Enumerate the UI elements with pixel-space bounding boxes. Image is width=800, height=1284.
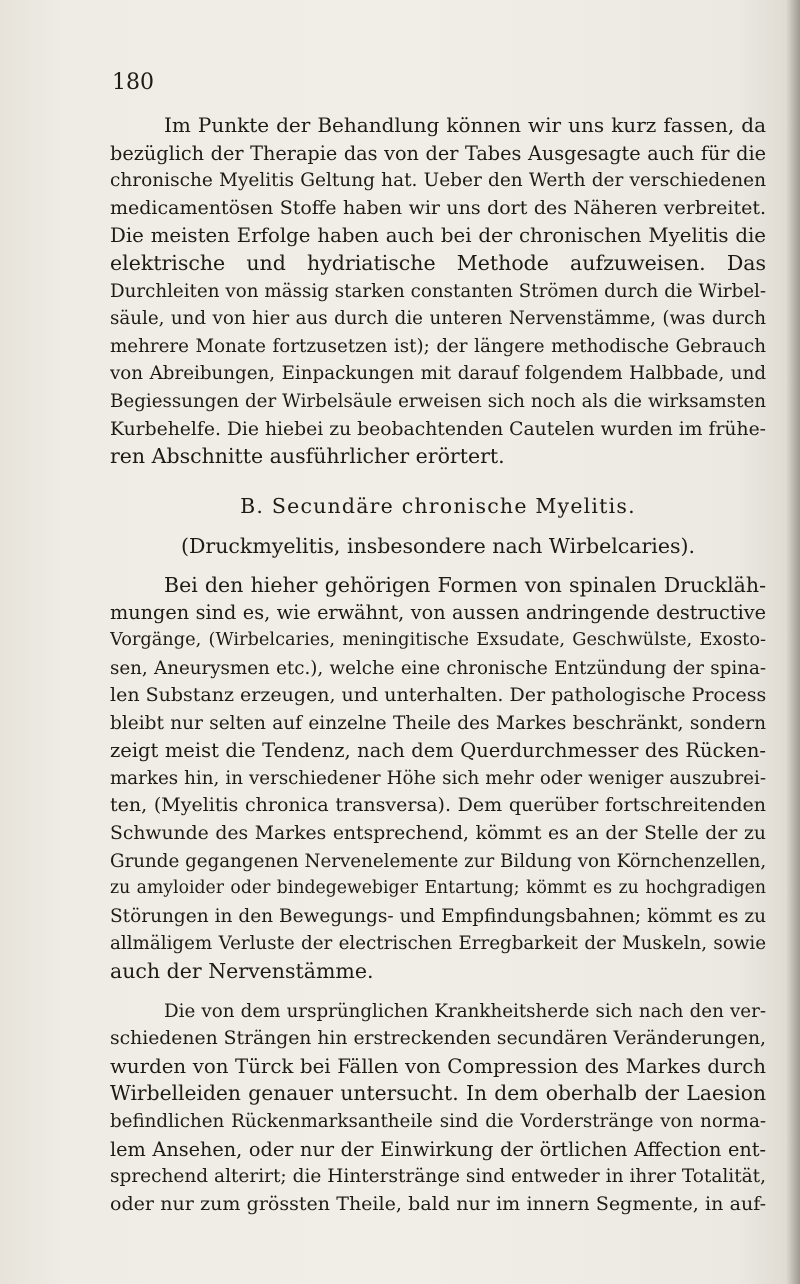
paragraph-2-line: Vorgänge, (Wirbelcaries, meningitische Exsudate, Geschwülste, Exosto-	[110, 629, 766, 650]
paragraph-2-line: sen, Aneurysmen etc.), welche eine chronische Entzündung der spina-	[110, 657, 766, 679]
paragraph-2-line: Störungen in den Bewegungs- und Empfindungsbahnen; kömmt es zu	[110, 905, 766, 927]
paragraph-3-line: oder nur zum grössten Theile, bald nur im innern Segmente, in auf-	[110, 1192, 766, 1215]
paragraph-3-line: schiedenen Strängen hin erstreckenden secundären Veränderungen,	[110, 1028, 766, 1050]
paragraph-2-line: len Substanz erzeugen, und unterhalten. Der pathologische Process	[110, 684, 766, 707]
paragraph-2-line: markes hin, in verschiedener Höhe sich mehr oder weniger auszubrei-	[110, 767, 766, 789]
paragraph-2-line: auch der Nervenstämme.	[110, 959, 374, 984]
paragraph-1-line: bezüglich der Therapie das von der Tabes Ausgesagte auch für die	[110, 141, 766, 165]
paragraph-1-line: medicamentösen Stoffe haben wir uns dort des Näheren verbreitet.	[110, 196, 766, 219]
paragraph-3-line: lem Ansehen, oder nur der Einwirkung der örtlichen Affection ent-	[110, 1137, 766, 1161]
section-subheading: (Druckmyelitis, insbesondere nach Wirbelcaries).	[181, 533, 695, 558]
paragraph-3-line: Die von dem ursprünglichen Krankheitsherde sich nach den ver-	[164, 1000, 766, 1022]
paragraph-3-line: wurden von Türck bei Fällen von Compression des Markes durch	[110, 1054, 766, 1078]
paragraph-1-line: säule, und von hier aus durch die unteren Nervenstämme, (was durch	[110, 308, 766, 330]
paragraph-3-line: befindlichen Rückenmarksantheile sind die Vorderstränge von norma-	[110, 1111, 766, 1132]
paragraph-2-line: allmäligem Verluste der electrischen Erregbarkeit der Muskeln, sowie	[110, 933, 766, 955]
paragraph-2-line: zeigt meist die Tendenz, nach dem Querdurchmesser des Rücken-	[110, 739, 766, 763]
paragraph-2-line: zu amyloider oder bindegewebiger Entartung; kömmt es zu hochgradigen	[110, 878, 766, 899]
text-body	[110, 112, 766, 1218]
paragraph-1-line: von Abreibungen, Einpackungen mit darauf folgendem Halbbade, und	[110, 363, 766, 385]
section-heading: B. Secundäre chronische Myelitis.	[240, 493, 636, 518]
paragraph-2-line: Bei den hieher gehörigen Formen von spinalen Druckläh-	[164, 572, 766, 597]
paragraph-2-line: bleibt nur selten auf einzelne Theile des Markes beschränkt, sondern	[110, 712, 766, 734]
paragraph-1-line: Im Punkte der Behandlung können wir uns kurz fassen, da	[164, 113, 766, 137]
heading-gap	[110, 520, 766, 532]
paragraph-1-line: chronische Myelitis Geltung hat. Ueber den Werth der verschiedenen	[110, 170, 766, 192]
paragraph-1-line: Begiessungen der Wirbelsäule erweisen sich noch als die wirksamsten	[110, 390, 766, 412]
paragraph-2-line: ten, (Myelitis chronica transversa). Dem querüber fortschreitenden	[110, 794, 766, 817]
paragraph-1-line: mehrere Monate fortzusetzen ist); der längere methodische Gebrauch	[110, 335, 766, 357]
section-gap	[110, 471, 766, 492]
paragraph-2-line: mungen sind es, wie erwähnt, von aussen andringende destructive	[110, 601, 766, 625]
paragraph-3-line: Wirbelleiden genauer untersucht. In dem oberhalb der Laesion	[110, 1081, 766, 1106]
paragraph-1-line: Die meisten Erfolge haben auch bei der chronischen Myelitis die	[110, 224, 766, 248]
heading-gap	[110, 560, 766, 572]
paragraph-2-line: Schwunde des Markes entsprechend, kömmt es an der Stelle der zu	[110, 823, 766, 845]
paragraph-3-line: sprechend alterirt; die Hinterstränge sind entweder in ihrer Totalität,	[110, 1166, 766, 1188]
paragraph-1-line: ren Abschnitte ausführlicher erörtert.	[110, 444, 505, 469]
paragraph-2-line: Grunde gegangenen Nervenelemente zur Bildung von Körnchenzellen,	[110, 850, 766, 872]
page-number: 180	[112, 70, 154, 95]
paragraph-gap	[110, 986, 766, 998]
paragraph-1-line: Kurbehelfe. Die hiebei zu beobachtenden Cautelen wurden im frühe-	[110, 418, 766, 440]
paragraph-1-line: elektrische und hydriatische Methode aufzuweisen. Das	[110, 250, 766, 275]
page-edge-shadow	[786, 0, 800, 1284]
paragraph-1-line: Durchleiten von mässig starken constanten Strömen durch die Wirbel-	[110, 280, 766, 302]
